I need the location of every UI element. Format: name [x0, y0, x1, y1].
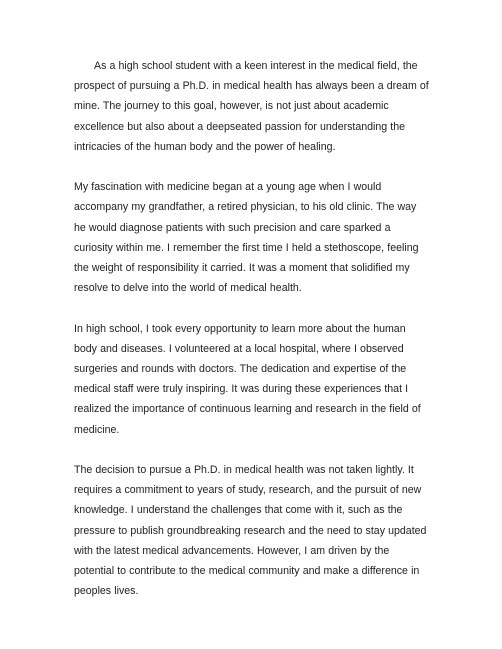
- document-body: [74, 56, 430, 601]
- paragraph-high-school: In high school, I took every opportunity to learn more about the human body and diseases. I volunteered at a local hospital, where I observed surgeries and rounds with doctors. The dedication and expertise of the medical staff were truly inspiring. It was during these experiences that I realized the importance of continuous learning and research in the field of medicine.: [74, 322, 421, 436]
- paragraph-intro: As a high school student with a keen interest in the medical field, the prospect of pursuing a Ph.D. in medical health has always been a dream of mine. The journey to this goal, however, is not just about academic excellence but also about a deepseated passion for understanding the intricacies of the human body and the power of healing.: [74, 60, 429, 153]
- paragraph-decision: The decision to pursue a Ph.D. in medical health was not taken lightly. It requires a commitment to years of study, research, and the pursuit of new knowledge. I understand the challenges that come with it, such as the pressure to publish groundbreaking research and the need to stay updated with the latest medical advancements. However, I am driven by the potential to contribute to the medical community and make a difference in peoples lives.: [74, 464, 427, 598]
- paragraph-fascination: My fascination with medicine began at a young age when I would accompany my grandfather, a retired physician, to his old clinic. The way he would diagnose patients with such precision and care sparked a curiosity within me. I remember the first time I held a stethoscope, feeling the weight of responsibility it carried. It was a moment that solidified my resolve to delve into the world of medical health.: [74, 181, 419, 295]
